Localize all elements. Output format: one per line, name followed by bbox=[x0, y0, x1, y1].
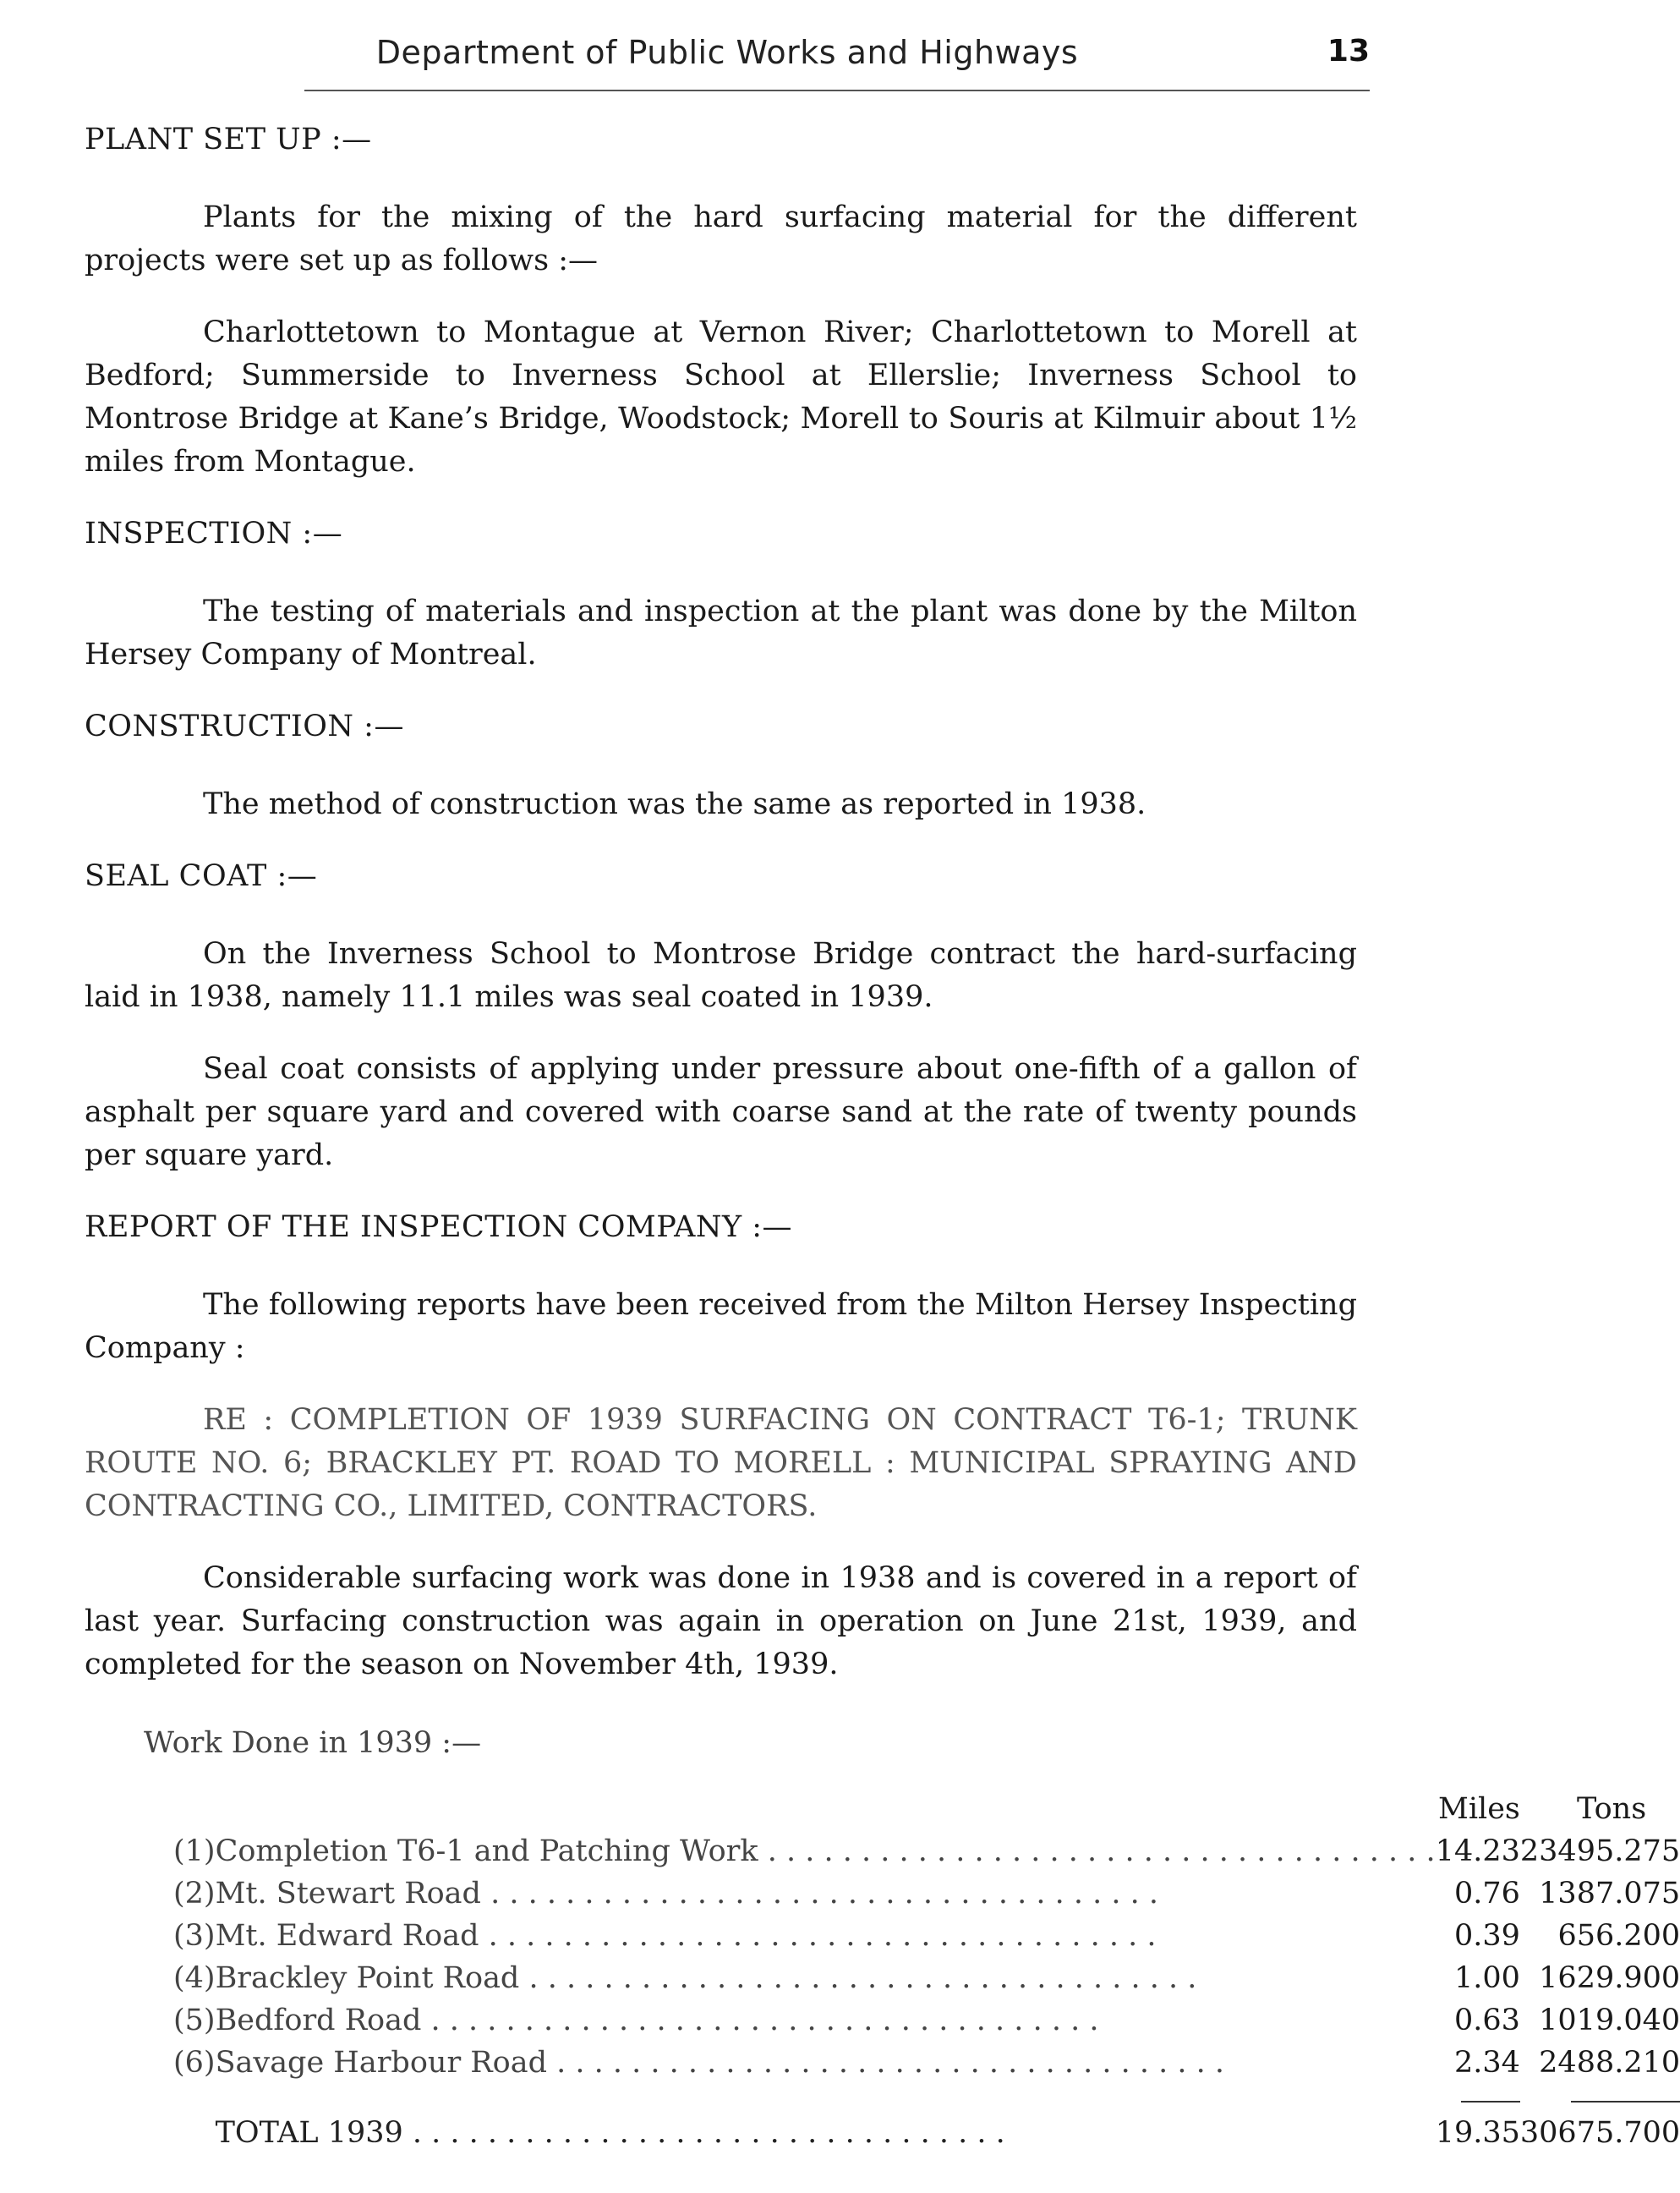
work-done-table bbox=[173, 1788, 1680, 2157]
table-row bbox=[173, 1999, 1680, 2042]
row-number: (1) bbox=[173, 1834, 216, 1868]
paragraph: The method of construction was the same as reported in 1938. bbox=[203, 787, 1146, 821]
section-inspection bbox=[85, 513, 1357, 677]
total-miles: 19.35 bbox=[1435, 2116, 1520, 2150]
row-tons: 656.200 bbox=[1557, 1919, 1680, 1953]
table-row bbox=[173, 1872, 1680, 1915]
row-item: Bedford Road . . . . . . . . . . . . . . . . . . . . . . . . . . . . . . . . . . . . bbox=[215, 2004, 1099, 2037]
page-body bbox=[85, 118, 1680, 2157]
page-number: 13 bbox=[1327, 34, 1370, 69]
total-tons: 30675.700 bbox=[1519, 2116, 1680, 2150]
header-rule bbox=[304, 90, 1370, 91]
section-heading: SEAL COAT :— bbox=[85, 859, 318, 893]
row-tons: 2488.210 bbox=[1539, 2046, 1680, 2080]
section-plant-set-up bbox=[85, 118, 1357, 484]
paragraph: Seal coat consists of applying under pressure about one-fifth of a gallon of asphalt per square yard and covered with coarse sand at the rate of twenty pounds per square yard. bbox=[85, 1052, 1357, 1172]
page-header bbox=[85, 32, 1370, 83]
table-row bbox=[173, 2042, 1680, 2084]
tons-sum-rule bbox=[1520, 2084, 1680, 2103]
row-number: (3) bbox=[173, 1919, 216, 1953]
row-miles: 2.34 bbox=[1453, 2046, 1520, 2080]
total-label: TOTAL 1939 . . . . . . . . . . . . . . . . . . . . . . . . . . . . . . . . bbox=[215, 2116, 1005, 2150]
paragraph: The following reports have been received from the Milton Hersey Inspecting Company : bbox=[85, 1288, 1357, 1365]
section-inspection-report bbox=[85, 1206, 1357, 1686]
section-heading: CONSTRUCTION :— bbox=[85, 710, 404, 743]
work-done-section bbox=[85, 1722, 1680, 2157]
row-number: (6) bbox=[173, 2046, 216, 2080]
row-miles: 1.00 bbox=[1453, 1961, 1520, 1995]
row-item: Brackley Point Road . . . . . . . . . . . . . . . . . . . . . . . . . . . . . . . . . . . . bbox=[215, 1961, 1197, 1995]
row-item: Mt. Edward Road . . . . . . . . . . . . . . . . . . . . . . . . . . . . . . . . . . . . bbox=[215, 1919, 1157, 1953]
section-heading: PLANT SET UP :— bbox=[85, 123, 372, 156]
row-miles: 0.39 bbox=[1453, 1919, 1520, 1953]
row-tons: 1387.075 bbox=[1539, 1877, 1680, 1911]
paragraph: The testing of materials and inspection at the plant was done by the Milton Hersey Company of Montreal. bbox=[85, 595, 1357, 672]
row-miles: 0.63 bbox=[1453, 2004, 1520, 2037]
table-row bbox=[173, 1830, 1680, 1872]
table-row bbox=[173, 1957, 1680, 1999]
total-row bbox=[173, 2103, 1680, 2157]
row-miles: 14.23 bbox=[1435, 1834, 1520, 1868]
report-subject: RE : COMPLETION OF 1939 SURFACING ON CONTRACT T6-1; TRUNK ROUTE NO. 6; BRACKLEY PT. ROAD TO MORELL : MUNICIPAL SPRAYING AND CONTRACTING CO., LIMITED, CONTRACTORS. bbox=[85, 1403, 1357, 1523]
work-done-label: Work Done in 1939 :— bbox=[144, 1726, 482, 1760]
row-tons: 1629.900 bbox=[1539, 1961, 1680, 1995]
row-number: (4) bbox=[173, 1961, 216, 1995]
running-title: Department of Public Works and Highways bbox=[375, 34, 1079, 71]
row-tons: 23495.275 bbox=[1519, 1834, 1680, 1868]
section-construction bbox=[85, 705, 1357, 826]
paragraph: Plants for the mixing of the hard surfacing material for the different projects were set up as follows :— bbox=[85, 200, 1357, 277]
row-item: Savage Harbour Road . . . . . . . . . . . . . . . . . . . . . . . . . . . . . . . . . . . . bbox=[215, 2046, 1225, 2080]
table-header-row bbox=[173, 1788, 1680, 1830]
tons-column-header: Tons bbox=[1576, 1792, 1647, 1826]
section-seal-coat bbox=[85, 855, 1357, 1177]
miles-sum-rule bbox=[1436, 2084, 1520, 2103]
row-number: (2) bbox=[173, 1877, 216, 1911]
sum-rule-row bbox=[173, 2084, 1680, 2103]
row-item: Mt. Stewart Road . . . . . . . . . . . . . . . . . . . . . . . . . . . . . . . . . . . . bbox=[215, 1877, 1158, 1911]
section-heading: REPORT OF THE INSPECTION COMPANY :— bbox=[85, 1210, 792, 1244]
miles-column-header: Miles bbox=[1437, 1792, 1520, 1826]
row-item: Completion T6-1 and Patching Work . . . . . . . . . . . . . . . . . . . . . . . . . . . . . . . . . . . . bbox=[215, 1834, 1436, 1868]
row-tons: 1019.040 bbox=[1539, 2004, 1680, 2037]
row-number: (5) bbox=[173, 2004, 216, 2037]
section-heading: INSPECTION :— bbox=[85, 517, 343, 551]
paragraph: Charlottetown to Montague at Vernon River; Charlottetown to Morell at Bedford; Summerside to Inverness School at Ellerslie; Inverness School to Montrose Bridge at Kane’s Bridge, Woodstock; Morell to Souris at Kilmuir about 1½ miles from Montague. bbox=[85, 315, 1357, 479]
paragraph: On the Inverness School to Montrose Bridge contract the hard-surfacing laid in 1938, namely 11.1 miles was seal coated in 1939. bbox=[85, 937, 1357, 1014]
table-row bbox=[173, 1915, 1680, 1957]
paragraph: Considerable surfacing work was done in 1938 and is covered in a report of last year. Surfacing construction was again in operation on June 21st, 1939, and completed for the season on November 4th, 1939. bbox=[85, 1561, 1357, 1681]
row-miles: 0.76 bbox=[1453, 1877, 1520, 1911]
